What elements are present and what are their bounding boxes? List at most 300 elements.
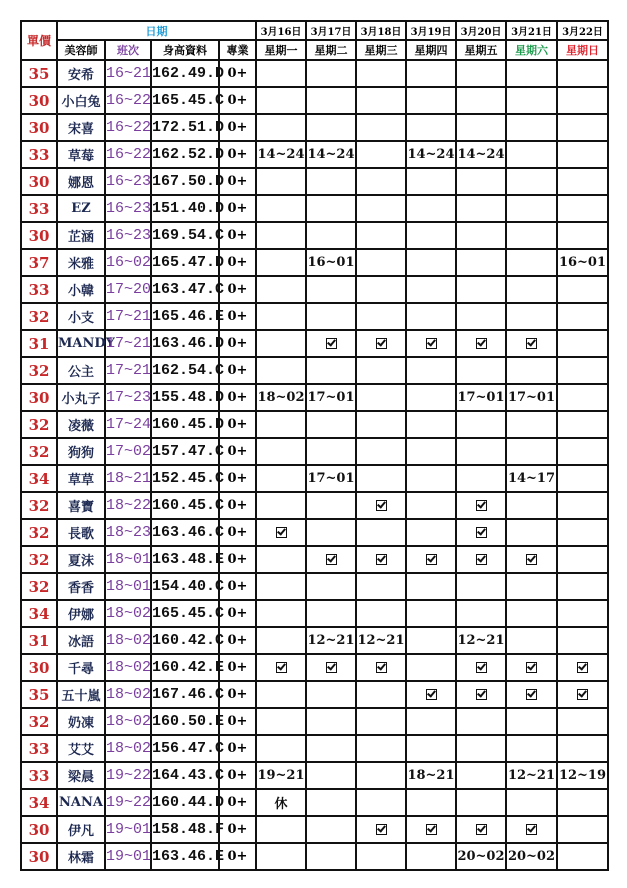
schedule-cell[interactable]: 18~02 <box>256 384 306 411</box>
schedule-cell[interactable] <box>406 384 456 411</box>
price-cell: 32 <box>21 492 57 519</box>
shift-cell: 16~23 <box>105 168 151 195</box>
date-header: 3月18日 <box>356 21 406 40</box>
schedule-cell[interactable] <box>557 87 608 114</box>
schedule-cell[interactable] <box>506 789 557 816</box>
checkbox-checked-icon <box>326 338 337 349</box>
schedule-cell[interactable] <box>306 492 356 519</box>
profile-cell: 163.46.C <box>151 519 219 546</box>
schedule-cell[interactable] <box>456 357 506 384</box>
schedule-cell[interactable] <box>256 114 306 141</box>
profile-cell: 160.42.C <box>151 627 219 654</box>
table-row <box>21 546 608 573</box>
schedule-cell[interactable] <box>557 681 608 708</box>
schedule-cell[interactable] <box>406 114 456 141</box>
profile-cell: 165.45.C <box>151 87 219 114</box>
schedule-cell[interactable] <box>256 492 306 519</box>
schedule-cell[interactable] <box>256 249 306 276</box>
schedule-cell[interactable] <box>557 843 608 870</box>
schedule-cell[interactable] <box>506 492 557 519</box>
schedule-cell[interactable] <box>456 303 506 330</box>
schedule-cell[interactable]: 17~01 <box>506 384 557 411</box>
schedule-cell[interactable] <box>406 627 456 654</box>
date-header: 3月19日 <box>406 21 456 40</box>
schedule-cell[interactable]: 休 <box>256 789 306 816</box>
schedule-cell[interactable] <box>306 816 356 843</box>
schedule-cell[interactable] <box>557 519 608 546</box>
stylist-name-cell: 公主 <box>57 357 105 384</box>
table-row <box>21 141 608 168</box>
schedule-cell[interactable] <box>406 438 456 465</box>
schedule-cell[interactable]: 12~21 <box>506 762 557 789</box>
schedule-cell[interactable] <box>256 627 306 654</box>
professional-cell: 0+ <box>219 87 256 114</box>
stylist-name-cell: 林霜 <box>57 843 105 870</box>
schedule-cell[interactable] <box>406 465 456 492</box>
checkbox-checked-icon <box>376 824 387 835</box>
schedule-cell[interactable] <box>506 357 557 384</box>
schedule-cell[interactable]: 17~01 <box>306 384 356 411</box>
schedule-cell[interactable] <box>557 195 608 222</box>
checkbox-checked-icon <box>476 662 487 673</box>
profile-cell: 162.54.C <box>151 357 219 384</box>
schedule-cell[interactable] <box>406 357 456 384</box>
schedule-cell[interactable] <box>456 465 506 492</box>
schedule-cell[interactable] <box>456 654 506 681</box>
schedule-cell[interactable] <box>356 654 406 681</box>
schedule-cell[interactable] <box>356 114 406 141</box>
schedule-cell[interactable] <box>356 600 406 627</box>
table-row <box>21 600 608 627</box>
schedule-cell[interactable] <box>456 600 506 627</box>
schedule-cell[interactable] <box>306 600 356 627</box>
schedule-cell[interactable] <box>256 600 306 627</box>
schedule-cell[interactable] <box>557 735 608 762</box>
stylist-name-cell: 奶凍 <box>57 708 105 735</box>
schedule-cell[interactable] <box>506 87 557 114</box>
schedule-cell[interactable] <box>306 789 356 816</box>
professional-cell: 0+ <box>219 708 256 735</box>
schedule-cell[interactable] <box>506 681 557 708</box>
schedule-cell[interactable] <box>557 330 608 357</box>
schedule-cell[interactable] <box>256 816 306 843</box>
schedule-cell[interactable] <box>356 303 406 330</box>
schedule-cell[interactable] <box>256 438 306 465</box>
schedule-cell[interactable] <box>506 546 557 573</box>
price-cell: 32 <box>21 573 57 600</box>
price-cell: 30 <box>21 87 57 114</box>
schedule-cell[interactable] <box>256 303 306 330</box>
checkbox-checked-icon <box>476 500 487 511</box>
date-header: 3月20日 <box>456 21 506 40</box>
schedule-cell[interactable] <box>406 411 456 438</box>
schedule-cell[interactable] <box>506 654 557 681</box>
stylist-name-cell: 宋喜 <box>57 114 105 141</box>
schedule-cell[interactable] <box>306 222 356 249</box>
shift-cell: 17~21 <box>105 357 151 384</box>
table-row <box>21 303 608 330</box>
schedule-cell[interactable] <box>356 573 406 600</box>
schedule-cell[interactable] <box>406 330 456 357</box>
schedule-cell[interactable] <box>256 87 306 114</box>
schedule-cell[interactable] <box>256 276 306 303</box>
schedule-cell[interactable] <box>306 87 356 114</box>
schedule-cell[interactable] <box>557 438 608 465</box>
schedule-cell[interactable] <box>506 573 557 600</box>
schedule-cell[interactable] <box>557 600 608 627</box>
schedule-cell[interactable] <box>406 195 456 222</box>
profile-cell: 160.50.E <box>151 708 219 735</box>
schedule-cell[interactable] <box>356 465 406 492</box>
schedule-cell[interactable] <box>356 789 406 816</box>
schedule-cell[interactable] <box>456 276 506 303</box>
table-row <box>21 222 608 249</box>
schedule-cell[interactable] <box>456 708 506 735</box>
schedule-cell[interactable] <box>356 330 406 357</box>
shift-cell: 17~21 <box>105 303 151 330</box>
schedule-cell[interactable]: 20~02 <box>456 843 506 870</box>
schedule-cell[interactable] <box>456 411 506 438</box>
schedule-cell[interactable] <box>557 627 608 654</box>
schedule-cell[interactable] <box>557 222 608 249</box>
schedule-cell[interactable] <box>306 519 356 546</box>
price-cell: 30 <box>21 816 57 843</box>
schedule-cell[interactable] <box>406 222 456 249</box>
checkbox-checked-icon <box>476 554 487 565</box>
schedule-cell[interactable] <box>306 168 356 195</box>
schedule-cell[interactable] <box>557 141 608 168</box>
schedule-cell[interactable] <box>256 573 306 600</box>
schedule-cell[interactable]: 14~24 <box>406 141 456 168</box>
schedule-cell[interactable] <box>356 168 406 195</box>
schedule-cell[interactable] <box>406 87 456 114</box>
schedule-cell[interactable] <box>456 114 506 141</box>
schedule-cell[interactable]: 16~01 <box>306 249 356 276</box>
schedule-cell[interactable] <box>306 438 356 465</box>
schedule-cell[interactable] <box>557 303 608 330</box>
shift-cell: 16~22 <box>105 114 151 141</box>
schedule-cell[interactable] <box>506 411 557 438</box>
checkbox-checked-icon <box>526 554 537 565</box>
schedule-cell[interactable]: 17~01 <box>456 384 506 411</box>
schedule-cell[interactable] <box>456 195 506 222</box>
schedule-cell[interactable] <box>506 600 557 627</box>
profile-cell: 165.46.E <box>151 303 219 330</box>
schedule-cell[interactable] <box>356 519 406 546</box>
schedule-cell[interactable] <box>306 735 356 762</box>
schedule-cell[interactable] <box>456 330 506 357</box>
schedule-cell[interactable]: 18~21 <box>406 762 456 789</box>
schedule-cell[interactable] <box>406 843 456 870</box>
schedule-cell[interactable] <box>456 168 506 195</box>
schedule-cell[interactable] <box>356 735 406 762</box>
schedule-cell[interactable] <box>356 492 406 519</box>
schedule-cell[interactable] <box>506 708 557 735</box>
checkbox-checked-icon <box>476 689 487 700</box>
schedule-cell[interactable] <box>306 843 356 870</box>
schedule-cell[interactable] <box>356 762 406 789</box>
schedule-cell[interactable] <box>306 654 356 681</box>
schedule-cell[interactable]: 19~21 <box>256 762 306 789</box>
professional-header: 專業 <box>219 40 256 60</box>
schedule-cell[interactable]: 20~02 <box>506 843 557 870</box>
professional-cell: 0+ <box>219 330 256 357</box>
schedule-cell[interactable] <box>406 708 456 735</box>
professional-cell: 0+ <box>219 492 256 519</box>
schedule-cell[interactable] <box>306 546 356 573</box>
table-row <box>21 114 608 141</box>
schedule-cell[interactable] <box>506 222 557 249</box>
price-cell: 32 <box>21 411 57 438</box>
schedule-cell[interactable] <box>406 168 456 195</box>
schedule-cell[interactable] <box>256 222 306 249</box>
schedule-cell[interactable] <box>406 735 456 762</box>
price-cell: 30 <box>21 384 57 411</box>
schedule-cell[interactable] <box>356 249 406 276</box>
table-row <box>21 60 608 87</box>
schedule-cell[interactable]: 14~24 <box>456 141 506 168</box>
schedule-cell[interactable] <box>557 492 608 519</box>
schedule-cell[interactable] <box>256 681 306 708</box>
schedule-cell[interactable] <box>506 114 557 141</box>
table-row <box>21 654 608 681</box>
schedule-cell[interactable] <box>306 762 356 789</box>
schedule-cell[interactable] <box>456 249 506 276</box>
shift-cell: 17~23 <box>105 384 151 411</box>
schedule-cell[interactable] <box>356 384 406 411</box>
schedule-cell[interactable] <box>356 681 406 708</box>
schedule-cell[interactable] <box>306 114 356 141</box>
schedule-cell[interactable]: 17~01 <box>306 465 356 492</box>
schedule-cell[interactable] <box>306 411 356 438</box>
schedule-cell[interactable] <box>356 195 406 222</box>
schedule-cell[interactable] <box>406 816 456 843</box>
schedule-cell[interactable] <box>306 573 356 600</box>
schedule-cell[interactable] <box>256 411 306 438</box>
schedule-cell[interactable] <box>456 735 506 762</box>
schedule-cell[interactable] <box>406 789 456 816</box>
schedule-cell[interactable] <box>256 357 306 384</box>
schedule-cell[interactable] <box>356 411 406 438</box>
schedule-cell[interactable] <box>306 357 356 384</box>
schedule-cell[interactable] <box>506 816 557 843</box>
schedule-cell[interactable] <box>406 276 456 303</box>
schedule-cell[interactable] <box>406 249 456 276</box>
schedule-cell[interactable] <box>306 303 356 330</box>
schedule-cell[interactable] <box>557 357 608 384</box>
schedule-cell[interactable] <box>256 168 306 195</box>
schedule-cell[interactable] <box>256 60 306 87</box>
stylist-name-cell: 小支 <box>57 303 105 330</box>
weekday-header: 星期二 <box>306 40 356 60</box>
stylist-name-cell: 安希 <box>57 60 105 87</box>
date-header: 3月22日 <box>557 21 608 40</box>
schedule-cell[interactable] <box>356 708 406 735</box>
schedule-cell[interactable] <box>456 681 506 708</box>
schedule-cell[interactable] <box>356 438 406 465</box>
schedule-cell[interactable] <box>406 546 456 573</box>
schedule-cell[interactable] <box>356 546 406 573</box>
schedule-cell[interactable] <box>557 168 608 195</box>
table-row <box>21 357 608 384</box>
schedule-cell[interactable] <box>306 195 356 222</box>
schedule-cell[interactable] <box>557 411 608 438</box>
schedule-cell[interactable]: 14~24 <box>306 141 356 168</box>
schedule-cell[interactable] <box>506 330 557 357</box>
schedule-cell[interactable] <box>506 60 557 87</box>
professional-cell: 0+ <box>219 438 256 465</box>
schedule-cell[interactable] <box>406 681 456 708</box>
table-row <box>21 249 608 276</box>
schedule-cell[interactable] <box>557 654 608 681</box>
schedule-cell[interactable] <box>356 843 406 870</box>
shift-cell: 17~02 <box>105 438 151 465</box>
schedule-cell[interactable] <box>557 546 608 573</box>
table-row <box>21 87 608 114</box>
schedule-cell[interactable] <box>256 654 306 681</box>
schedule-cell[interactable] <box>406 303 456 330</box>
profile-cell: 156.47.C <box>151 735 219 762</box>
stylist-name-cell: 小白兔 <box>57 87 105 114</box>
professional-cell: 0+ <box>219 465 256 492</box>
schedule-cell[interactable]: 12~21 <box>356 627 406 654</box>
table-row <box>21 276 608 303</box>
schedule-cell[interactable] <box>557 60 608 87</box>
schedule-cell[interactable] <box>456 60 506 87</box>
profile-cell: 167.50.D <box>151 168 219 195</box>
schedule-cell[interactable] <box>406 654 456 681</box>
schedule-cell[interactable]: 12~19 <box>557 762 608 789</box>
schedule-cell[interactable] <box>506 735 557 762</box>
schedule-cell[interactable] <box>256 843 306 870</box>
schedule-cell[interactable] <box>256 519 306 546</box>
schedule-cell[interactable] <box>506 195 557 222</box>
shift-cell: 18~02 <box>105 681 151 708</box>
schedule-cell[interactable] <box>456 438 506 465</box>
profile-cell: 160.42.E <box>151 654 219 681</box>
schedule-cell[interactable] <box>506 249 557 276</box>
schedule-cell[interactable] <box>256 330 306 357</box>
schedule-cell[interactable] <box>406 519 456 546</box>
schedule-cell[interactable] <box>456 546 506 573</box>
shift-cell: 16~21 <box>105 60 151 87</box>
header-row-dates <box>21 21 608 40</box>
schedule-cell[interactable] <box>456 222 506 249</box>
schedule-cell[interactable] <box>306 330 356 357</box>
stylist-name-cell: EZ <box>57 195 105 222</box>
schedule-cell[interactable] <box>456 519 506 546</box>
schedule-cell[interactable] <box>557 816 608 843</box>
price-header: 單價 <box>21 21 57 60</box>
price-cell: 32 <box>21 546 57 573</box>
profile-cell: 154.40.C <box>151 573 219 600</box>
schedule-cell[interactable]: 16~01 <box>557 249 608 276</box>
professional-cell: 0+ <box>219 519 256 546</box>
price-cell: 34 <box>21 600 57 627</box>
profile-cell: 157.47.C <box>151 438 219 465</box>
schedule-cell[interactable] <box>406 573 456 600</box>
checkbox-checked-icon <box>526 338 537 349</box>
schedule-cell[interactable] <box>406 600 456 627</box>
schedule-cell[interactable] <box>306 708 356 735</box>
schedule-cell[interactable] <box>406 60 456 87</box>
schedule-cell[interactable]: 14~24 <box>256 141 306 168</box>
schedule-cell[interactable] <box>506 519 557 546</box>
schedule-cell[interactable] <box>557 789 608 816</box>
schedule-cell[interactable] <box>256 735 306 762</box>
price-cell: 30 <box>21 222 57 249</box>
schedule-cell[interactable] <box>356 60 406 87</box>
schedule-cell[interactable] <box>256 546 306 573</box>
schedule-cell[interactable] <box>256 708 306 735</box>
schedule-cell[interactable] <box>356 87 406 114</box>
schedule-cell[interactable]: 12~21 <box>306 627 356 654</box>
stylist-name-cell: 喜寶 <box>57 492 105 519</box>
schedule-cell[interactable] <box>256 195 306 222</box>
schedule-cell[interactable] <box>506 168 557 195</box>
schedule-cell[interactable] <box>557 465 608 492</box>
schedule-cell[interactable] <box>256 465 306 492</box>
price-cell: 32 <box>21 438 57 465</box>
schedule-cell[interactable] <box>557 114 608 141</box>
schedule-cell[interactable] <box>356 222 406 249</box>
schedule-cell[interactable] <box>456 762 506 789</box>
schedule-cell[interactable] <box>306 276 356 303</box>
checkbox-checked-icon <box>577 662 588 673</box>
price-cell: 35 <box>21 60 57 87</box>
schedule-cell[interactable] <box>306 681 356 708</box>
schedule-cell[interactable] <box>356 357 406 384</box>
schedule-cell[interactable] <box>456 87 506 114</box>
schedule-cell[interactable] <box>356 276 406 303</box>
schedule-cell[interactable]: 14~17 <box>506 465 557 492</box>
price-cell: 33 <box>21 141 57 168</box>
table-row <box>21 411 608 438</box>
table-row <box>21 573 608 600</box>
schedule-cell[interactable]: 12~21 <box>456 627 506 654</box>
price-cell: 30 <box>21 843 57 870</box>
price-cell: 30 <box>21 114 57 141</box>
shift-cell: 19~22 <box>105 789 151 816</box>
schedule-cell[interactable] <box>456 492 506 519</box>
profile-cell: 160.45.D <box>151 411 219 438</box>
table-row <box>21 195 608 222</box>
schedule-cell[interactable] <box>506 627 557 654</box>
schedule-cell[interactable] <box>506 276 557 303</box>
schedule-cell[interactable] <box>557 276 608 303</box>
stylist-name-cell: 五十嵐 <box>57 681 105 708</box>
professional-cell: 0+ <box>219 816 256 843</box>
schedule-cell[interactable] <box>406 492 456 519</box>
schedule-cell[interactable] <box>356 141 406 168</box>
schedule-cell[interactable] <box>456 789 506 816</box>
schedule-cell[interactable] <box>356 816 406 843</box>
schedule-cell[interactable] <box>506 438 557 465</box>
schedule-cell[interactable] <box>506 141 557 168</box>
schedule-cell[interactable] <box>557 708 608 735</box>
profile-cell: 158.48.F <box>151 816 219 843</box>
shift-cell: 16~22 <box>105 141 151 168</box>
schedule-cell[interactable] <box>456 573 506 600</box>
schedule-cell[interactable] <box>557 384 608 411</box>
schedule-cell[interactable] <box>506 303 557 330</box>
schedule-cell[interactable] <box>456 816 506 843</box>
shift-cell: 18~02 <box>105 654 151 681</box>
schedule-cell[interactable] <box>306 60 356 87</box>
stylist-name-cell: 娜恩 <box>57 168 105 195</box>
professional-cell: 0+ <box>219 114 256 141</box>
schedule-cell[interactable] <box>557 573 608 600</box>
